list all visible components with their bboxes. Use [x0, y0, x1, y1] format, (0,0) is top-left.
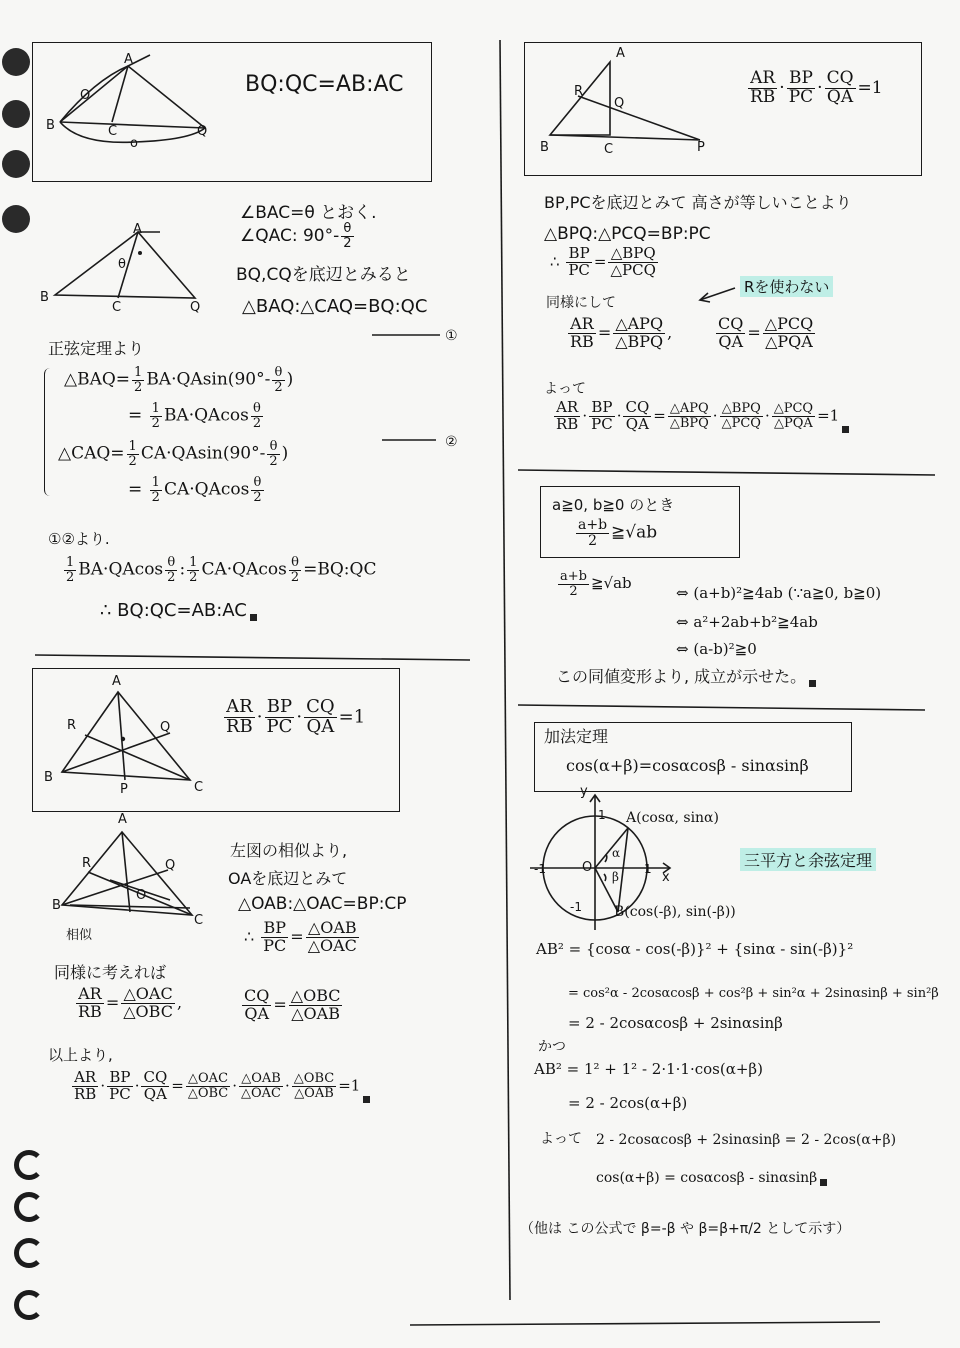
cevaproof-label-c: C [194, 913, 204, 928]
frac-a-plus-b-over-2 [558, 570, 589, 598]
frac-den: PC [266, 715, 293, 737]
frac-den: 2 [66, 569, 75, 585]
frac-num: △OBC [290, 986, 341, 1005]
frac-num: BP [107, 1070, 133, 1087]
frac-den: △OAC [241, 1085, 282, 1101]
proof-line-3: BQ,CQを底辺とみると [236, 265, 411, 285]
frac-num: CQ [143, 1068, 168, 1086]
theorem-box-ceva [32, 668, 400, 812]
from-1-2: ①②より. [48, 530, 110, 548]
frac-num: CQ [718, 314, 744, 333]
half-frac [150, 402, 162, 430]
frac-den: QA [306, 715, 335, 737]
frac [623, 400, 651, 433]
theta-half-frac [165, 556, 177, 584]
area-label: △BAQ= [64, 369, 131, 390]
derivation-line-1: AB² = {cosα - cos(-β)}² + {sinα - sin(-β)}² [536, 940, 854, 958]
fig1-label-c: C [108, 124, 118, 139]
ceva-label-p: P [120, 782, 128, 797]
frac-oab-oac [306, 920, 359, 955]
men-ratio-1: $\frac{AR}{RB}$ = $\frac{\text{△APQ}}{\text{△BPQ}}$ , [570, 314, 673, 351]
frac-num: AR [568, 316, 596, 334]
cevaproof-label-a: A [118, 812, 127, 827]
fig1-label-o2: o [130, 136, 138, 151]
frac-num: AR [748, 70, 777, 89]
point-b-label: B(cos(-β), sin(-β)) [614, 904, 736, 920]
frac-den: PC [591, 414, 613, 433]
half-frac [64, 556, 76, 584]
frac-num: 1 [151, 401, 160, 416]
similar-heading: 同様にして [546, 295, 616, 311]
frac-bp-pc [265, 698, 295, 737]
frac-den: △OAB [294, 1085, 334, 1101]
addition-title: 加法定理 [544, 727, 609, 746]
frac-cq-qa [825, 70, 856, 107]
frac-ar-rb [76, 986, 104, 1021]
theorem-box-angle-bisector [32, 42, 432, 182]
frac-den: PC [109, 1084, 131, 1103]
half-frac [127, 440, 139, 468]
theta-half-frac [289, 556, 301, 584]
frac-den: 2 [167, 569, 176, 585]
cevaproof-label-q: Q [165, 858, 176, 873]
theta-half-frac [251, 402, 263, 430]
cevaproof-l1: 左図の相似より, [230, 841, 348, 860]
frac-den: QA [143, 1084, 167, 1103]
frac-num: BP [265, 698, 295, 718]
point-a-label: A(cosα, sinα) [626, 810, 719, 826]
amgm-rhs: ≧√ab [611, 522, 658, 543]
ratio-line [62, 556, 376, 584]
frac-den: △OBC [123, 1001, 173, 1021]
angle-beta-label: β [612, 870, 619, 884]
frac-den: PC [568, 260, 590, 279]
frac-den: RB [226, 715, 253, 737]
frac-cq-qa [716, 316, 745, 351]
amgm-inequality [574, 518, 657, 548]
frac-num: △PCQ [773, 401, 814, 417]
frac-den: 2 [269, 453, 278, 469]
frac-den: 2 [134, 379, 143, 395]
men-label-q: Q [614, 96, 625, 111]
amgm-conclusion [556, 664, 816, 687]
fig2-label-b: B [40, 290, 49, 305]
qed-mark [842, 426, 849, 433]
frac-num: △APQ [668, 402, 711, 417]
frac-bp-pc [566, 246, 592, 279]
frac [589, 400, 615, 433]
frac-num: CQ [306, 696, 335, 717]
equals-one: =1 [817, 406, 840, 425]
men-label-r: R [574, 84, 584, 99]
frac-num: θ [267, 440, 279, 455]
frac-den: 2 [588, 532, 597, 549]
frac-num: △OAB [239, 1072, 283, 1087]
fig2-label-c: C [112, 300, 122, 315]
frac-num: 1 [189, 555, 198, 570]
frac-num: CQ [826, 68, 854, 88]
frac-ar-rb [224, 698, 255, 737]
area-baq-cos: = $\frac{1}{2}$ BA·QAcos $\frac{\theta}{2}$ [128, 401, 262, 431]
cevaproof-l4: ∴ $\frac{BP}{PC}$ = $\frac{\text{△OAB}}{\text{△OAC}}$ [244, 918, 357, 955]
frac-num: 1 [66, 555, 75, 570]
frac-den: 2 [189, 569, 198, 585]
cevaproof-note: 相似 [66, 928, 93, 943]
amgm-proof-start [556, 570, 632, 598]
qed-mark [809, 680, 816, 687]
ceva-label-b: B [44, 770, 53, 785]
frac-num: △BPQ [608, 246, 657, 263]
box1-formula: BQ:QC=AB:AC [245, 72, 404, 97]
frac-ar-rb [568, 316, 596, 351]
frac-bp-pc [787, 70, 815, 107]
amgm-step-2: ⇔ a²+2ab+b²≧4ab [676, 613, 818, 631]
frac-den: △BPQ [669, 415, 709, 431]
men-label-b: B [540, 140, 549, 155]
frac-num: CQ [244, 986, 270, 1005]
frac [772, 402, 815, 430]
area-baq-sin: △BAQ= $\frac{1}{2}$ BA·QAsin(90°- $\frac{\theta}{2}$ ) [64, 365, 294, 395]
men-proof-l1: BP,PCを底辺とみて 高さが等しいことより [544, 193, 852, 212]
men-proof-l2: △BPQ:△PCQ=BP:PC [544, 224, 711, 244]
highlight-note-cosine: 三平方と余弦定理 [740, 848, 876, 871]
frac-den: RB [78, 1001, 102, 1021]
proof-line-1: ∠BAC=θ とおく. [240, 203, 377, 223]
frac-den: 2 [569, 583, 578, 599]
frac-den: RB [556, 414, 579, 433]
frac-num: 1 [151, 475, 160, 490]
frac-obc-oab [289, 988, 343, 1023]
conclusion-line [100, 600, 257, 621]
area-caq-cos: = $\frac{1}{2}$ CA·QAcos $\frac{\theta}{2}$ [128, 475, 262, 505]
frac-apq-bpq [613, 316, 665, 351]
frac-num: a+b [560, 569, 587, 584]
frac-oac-obc [121, 986, 175, 1021]
half-frac [187, 556, 199, 584]
frac [239, 1072, 283, 1100]
thus-heading: 以上より, [48, 1046, 113, 1064]
frac [668, 402, 711, 430]
ceva-final: $\frac{AR}{RB}$ · $\frac{BP}{PC}$ · $\frac{CQ}{QA}$ = $\frac{\text{△OAC}}{\text{△OBC}}$ · $\frac{\text{△OAB}}{\text{△OAC}}$ · $\frac{\text{△OBC}}{\text{△OAB}}$ =1 [70, 1070, 370, 1103]
fig1-label-b: B [46, 118, 55, 133]
frac-cq-qa [242, 988, 271, 1023]
frac-cq-qa [304, 698, 337, 737]
theta-half-frac [267, 440, 279, 468]
qed-mark [820, 1179, 827, 1186]
yotte: よって [540, 1131, 582, 1147]
y-neg-one-label: -1 [570, 900, 582, 914]
theta-half-frac [272, 366, 284, 394]
ceva-label-a: A [112, 674, 121, 689]
frac-num: △BPQ [720, 402, 763, 417]
x-one-label: 1 [644, 862, 652, 876]
ratio-result: =BQ:QC [303, 559, 377, 580]
frac-bp-pc [261, 920, 288, 955]
ceva-label-c: C [194, 780, 204, 795]
frac-num: △OAC [186, 1072, 230, 1087]
frac-num: θ [251, 476, 263, 491]
frac-den: 2 [343, 235, 352, 251]
frac-num: AR [224, 698, 255, 718]
half-frac [150, 476, 162, 504]
frac-bpq-pcq [608, 246, 657, 279]
frac-num: CQ [625, 398, 650, 416]
amgm-condition: a≧0, b≧0 のとき [552, 496, 675, 514]
similarly-heading: 同様に考えれば [54, 963, 167, 982]
frac [141, 1070, 169, 1103]
frac-den: △PCQ [610, 260, 656, 279]
frac-den: △OAC [307, 935, 357, 955]
similar-ratio-2: $\frac{CQ}{QA}$ = $\frac{\text{△OBC}}{\text{△OAB}}$ [244, 986, 341, 1023]
frac-num: 1 [134, 365, 143, 380]
angle-alpha-label: α [612, 846, 621, 860]
frac-num: θ [289, 556, 301, 571]
men-ratio-2: $\frac{CQ}{QA}$ = $\frac{\text{△PCQ}}{\text{△PQA}}$ [718, 314, 814, 351]
frac-den: QA [625, 414, 649, 433]
fig2-label-q: Q [190, 300, 201, 315]
frac-num: 1 [128, 439, 137, 454]
frac-num: AR [554, 400, 580, 417]
frac-num: △APQ [613, 316, 665, 334]
frac-num: AR [72, 1070, 98, 1087]
ceva-label-q: Q [160, 720, 171, 735]
addition-formula: cos(α+β)=cosαcosβ - sinαsinβ [566, 756, 809, 775]
frac-den: RB [570, 331, 594, 351]
frac-num: △OAB [306, 920, 359, 938]
frac-den: QA [826, 86, 854, 107]
men-label-c: C [604, 142, 614, 157]
therefore: ∴ [550, 252, 560, 271]
men-label-a: A [616, 46, 625, 61]
men-final: $\frac{AR}{RB}$ · $\frac{BP}{PC}$ · $\frac{CQ}{QA}$ = $\frac{\text{△APQ}}{\text{△BPQ}}$ · $\frac{\text{△BPQ}}{\text{△PCQ}}$ · $\frac{\text{△PCQ}}{\text{△PQA}}$ =1 [552, 400, 849, 433]
cevaproof-l3: △OAB:△OAC=BP:CP [238, 894, 407, 914]
area-expr: CA·QAcos [163, 479, 250, 500]
conclusion-text: ∴ BQ:QC=AB:AC [100, 600, 247, 621]
area-expr: BA·QAsin(90°- [146, 369, 271, 390]
equals-one: =1 [338, 706, 366, 728]
frac [720, 402, 763, 430]
frac-num: △OBC [293, 1071, 335, 1087]
brace [44, 368, 51, 496]
frac-den: 2 [128, 453, 137, 469]
derivation-line-6: 2 - 2cosαcosβ + 2sinαsinβ = 2 - 2cos(α+β) [596, 1132, 897, 1148]
amgm-step-1: ⇔ (a+b)²≧4ab (∵a≧0, b≧0) [676, 584, 882, 602]
frac-den: 2 [290, 569, 300, 585]
cevaproof-label-o: O [136, 888, 147, 903]
equals-one: =1 [338, 1076, 361, 1095]
frac-num: △OAC [121, 986, 175, 1004]
ratio-right: CA·QAcos [201, 559, 287, 580]
frac [186, 1072, 230, 1100]
men-label-p: P [697, 140, 705, 155]
derivation-line-3: = 2 - 2cosαcosβ + 2sinαsinβ [568, 1014, 783, 1032]
frac-den: △OBC [187, 1085, 229, 1101]
therefore: ∴ [244, 926, 255, 946]
amgm-step-3: ⇔ (a-b)²≧0 [676, 640, 757, 658]
frac-den: 2 [252, 415, 262, 431]
cevaproof-label-b: B [52, 898, 61, 913]
ceva-label-r: R [67, 718, 77, 733]
derivation-line-4: AB² = 1² + 1² - 2·1·1·cos(α+β) [534, 1060, 763, 1078]
frac-den: △OAB [291, 1003, 340, 1023]
ref-circle-1: ① [445, 328, 458, 344]
frac-den: 2 [151, 415, 160, 431]
frac-num: AR [76, 986, 104, 1004]
derivation-line-5: = 2 - 2cos(α+β) [568, 1094, 688, 1112]
half-frac [132, 366, 144, 394]
frac [292, 1072, 336, 1100]
frac-num: BP [566, 246, 592, 263]
fig1-label-o: O [80, 88, 91, 103]
derivation-line-7 [596, 1170, 827, 1186]
proof-line-2-text: ∠QAC: 90°- [240, 226, 340, 247]
fig1-label-a: A [124, 52, 133, 67]
fig2-label-theta: θ [118, 257, 126, 272]
similar-ratio-1: $\frac{AR}{RB}$ = $\frac{\text{△OAC}}{\text{△OBC}}$ , [78, 984, 183, 1021]
frac-num: θ [341, 222, 353, 237]
frac-den: QA [718, 331, 744, 351]
frac-den: RB [74, 1084, 97, 1103]
axis-label-y: y [580, 784, 588, 799]
area-caq-sin: △CAQ= $\frac{1}{2}$ CA·QAsin(90°- $\frac{\theta}{2}$ ) [58, 439, 289, 469]
y-one-label: 1 [598, 808, 606, 822]
katsu: かつ [538, 1039, 566, 1055]
proof-line-2 [240, 222, 356, 250]
frac-den: PC [263, 935, 287, 955]
qed-mark [363, 1096, 370, 1103]
frac-den: 2 [151, 489, 160, 505]
menelaus-formula: $\frac{AR}{RB}$ · $\frac{BP}{PC}$ · $\frac{CQ}{QA}$ =1 [750, 68, 883, 107]
derivation-line-2: = cos²α - 2cosαcosβ + cos²β + sin²α + 2sinαsinβ + sin²β [568, 986, 939, 1001]
equals-one: =1 [857, 77, 883, 98]
ratio-colon: : [179, 559, 186, 580]
frac-num: BP [261, 920, 288, 938]
qed-mark [250, 614, 257, 621]
frac [107, 1070, 133, 1103]
theta-half-frac [341, 222, 353, 250]
frac-ar-rb [748, 70, 777, 107]
frac-den: △PQA [765, 331, 813, 351]
frac-num: θ [165, 556, 177, 571]
ref-circle-2: ② [445, 434, 458, 450]
frac [554, 400, 580, 433]
proof-line-4: △BAQ:△CAQ=BQ:QC [242, 296, 428, 317]
frac [72, 1070, 98, 1103]
men-proof-l3: ∴ $\frac{BP}{PC}$ = $\frac{\text{△BPQ}}{\text{△PCQ}}$ [550, 244, 656, 279]
area-label: △CAQ= [58, 443, 125, 464]
frac-pcq-pqa [763, 316, 815, 351]
theta-half-frac [251, 476, 263, 504]
fig2-label-a: A [133, 222, 142, 237]
origin-label: O [582, 860, 593, 875]
area-expr: BA·QAcos [163, 405, 249, 426]
frac-den: △BPQ [615, 331, 664, 351]
result-formula: cos(α+β) = cosαcosβ - sinαsinβ [596, 1170, 818, 1186]
frac-den: △PQA [774, 415, 813, 431]
frac-den: 2 [274, 379, 283, 395]
amgm-conclusion-text: この同値変形より, 成立が示せた。 [556, 667, 807, 686]
theorem-box-menelaus [524, 42, 922, 176]
frac-num: a+b [578, 517, 608, 533]
highlight-note-no-r: Rを使わない [740, 276, 833, 297]
axis-label-x: x [662, 870, 670, 885]
amgm-rhs: ≧√ab [590, 574, 632, 593]
x-neg-one-label: -1 [534, 862, 546, 876]
frac-num: θ [272, 366, 284, 381]
fig1-label-q: Q [197, 124, 208, 139]
frac-den: 2 [253, 489, 262, 505]
frac-num: △PCQ [764, 314, 814, 333]
frac-den: RB [750, 86, 776, 107]
ratio-left: BA·QAcos [78, 559, 164, 580]
area-expr: CA·QAsin(90°- [140, 443, 266, 464]
cevaproof-label-r: R [82, 856, 92, 871]
frac-den: △PCQ [721, 415, 761, 431]
ceva-formula: $\frac{AR}{RB}$ · $\frac{BP}{PC}$ · $\frac{CQ}{QA}$ =1 [226, 696, 366, 737]
frac-a-plus-b-over-2 [576, 518, 609, 548]
other-formulas-note: （他は この公式で β=-β や β=β+π/2 として示す） [520, 1221, 851, 1237]
frac-num: BP [787, 70, 815, 89]
cevaproof-l2: OAを底辺とみて [228, 869, 348, 888]
frac-num: θ [251, 402, 263, 417]
sine-rule-heading: 正弦定理より [48, 339, 145, 358]
frac-den: PC [788, 86, 814, 107]
frac-num: BP [589, 400, 615, 417]
thus-heading: よって [544, 381, 586, 397]
frac-den: QA [244, 1003, 270, 1023]
